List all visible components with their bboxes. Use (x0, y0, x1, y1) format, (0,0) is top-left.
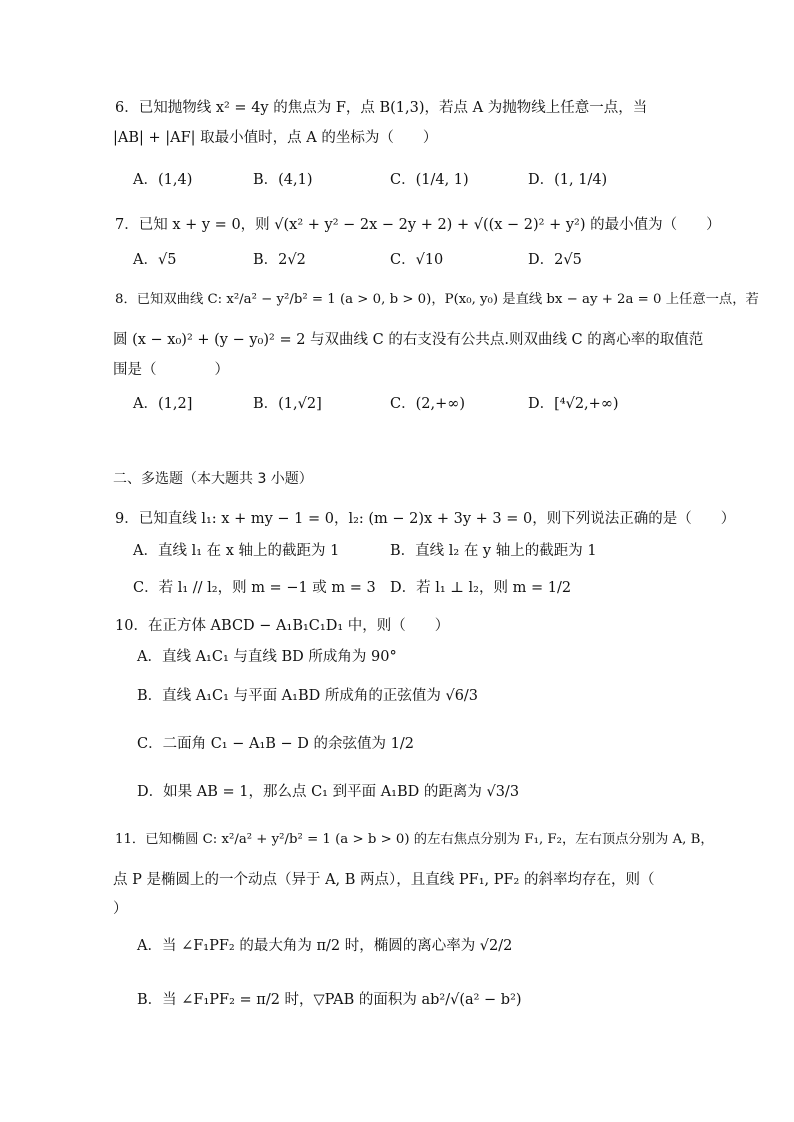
q6-option-d: D．(1, 1/4) (528, 172, 608, 188)
q7-option-c: C．√10 (390, 252, 444, 268)
q8-option-d: D．[⁴√2,+∞) (528, 396, 619, 412)
q6-option-c: C．(1/4, 1) (390, 172, 469, 188)
q6-line1: 6．已知抛物线 x² = 4y 的焦点为 F，点 B(1,3)，若点 A 为抛物线上任意一点，当 (115, 100, 648, 116)
q10-option-a: A．直线 A₁C₁ 与直线 BD 所成角为 90° (137, 649, 397, 665)
q9-option-b: B．直线 l₂ 在 y 轴上的截距为 1 (390, 543, 597, 559)
q7-option-a: A．√5 (133, 252, 177, 268)
q9-option-d: D．若 l₁ ⊥ l₂，则 m = 1/2 (390, 580, 572, 596)
q10-line1: 10．在正方体 ABCD − A₁B₁C₁D₁ 中，则（ ） (115, 618, 450, 634)
q9-line1: 9．已知直线 l₁: x + my − 1 = 0，l₂: (m − 2)x + 3y + 3 = 0，则下列说法正确的是（ ） (115, 511, 736, 527)
q11-line3: ） (113, 901, 128, 917)
q6-option-b: B．(4,1) (253, 172, 313, 188)
q11-line1: 11．已知椭圆 C: x²/a² + y²/b² = 1 (a > b > 0) 的左右焦点分别为 F₁, F₂，左右顶点分别为 A, B， (115, 832, 714, 847)
q9-option-c: C．若 l₁ // l₂，则 m = −1 或 m = 3 (133, 580, 376, 596)
q8-option-a: A．(1,2] (133, 396, 193, 412)
q7-line1: 7．已知 x + y = 0，则 √(x² + y² − 2x − 2y + 2) + √((x − 2)² + y²) 的最小值为（ ） (115, 217, 721, 233)
q11-option-b: B．当 ∠F₁PF₂ = π/2 时，▽PAB 的面积为 ab²/√(a² − b²) (137, 992, 522, 1008)
q7-option-d: D．2√5 (528, 252, 582, 268)
q11-line2: 点 P 是椭圆上的一个动点（异于 A, B 两点），且直线 PF₁, PF₂ 的斜率均存在，则（ (113, 872, 655, 888)
q10-option-c: C．二面角 C₁ − A₁B − D 的余弦值为 1/2 (137, 736, 414, 752)
q8-line1: 8．已知双曲线 C: x²/a² − y²/b² = 1 (a > 0, b > 0)，P(x₀, y₀) 是直线 bx − ay + 2a = 0 上任意一点，若 (115, 292, 759, 307)
q7-option-b: B．2√2 (253, 252, 306, 268)
q10-option-d: D．如果 AB = 1，那么点 C₁ 到平面 A₁BD 的距离为 √3/3 (137, 784, 520, 800)
q8-line3: 围是（ ） (113, 362, 229, 378)
q10-option-b: B．直线 A₁C₁ 与平面 A₁BD 所成角的正弦值为 √6/3 (137, 688, 479, 704)
q6-option-a: A．(1,4) (133, 172, 193, 188)
q8-option-c: C．(2,+∞) (390, 396, 465, 412)
section-heading: 二、多选题（本大题共 3 小题） (113, 471, 313, 487)
q11-option-a: A．当 ∠F₁PF₂ 的最大角为 π/2 时，椭圆的离心率为 √2/2 (137, 938, 513, 954)
q9-option-a: A．直线 l₁ 在 x 轴上的截距为 1 (133, 543, 340, 559)
q8-line2: 圆 (x − x₀)² + (y − y₀)² = 2 与双曲线 C 的右支没有公共点.则双曲线 C 的离心率的取值范 (113, 332, 704, 348)
q8-option-b: B．(1,√2] (253, 396, 322, 412)
q6-line2: |AB| + |AF| 取最小值时，点 A 的坐标为（ ） (113, 130, 438, 146)
